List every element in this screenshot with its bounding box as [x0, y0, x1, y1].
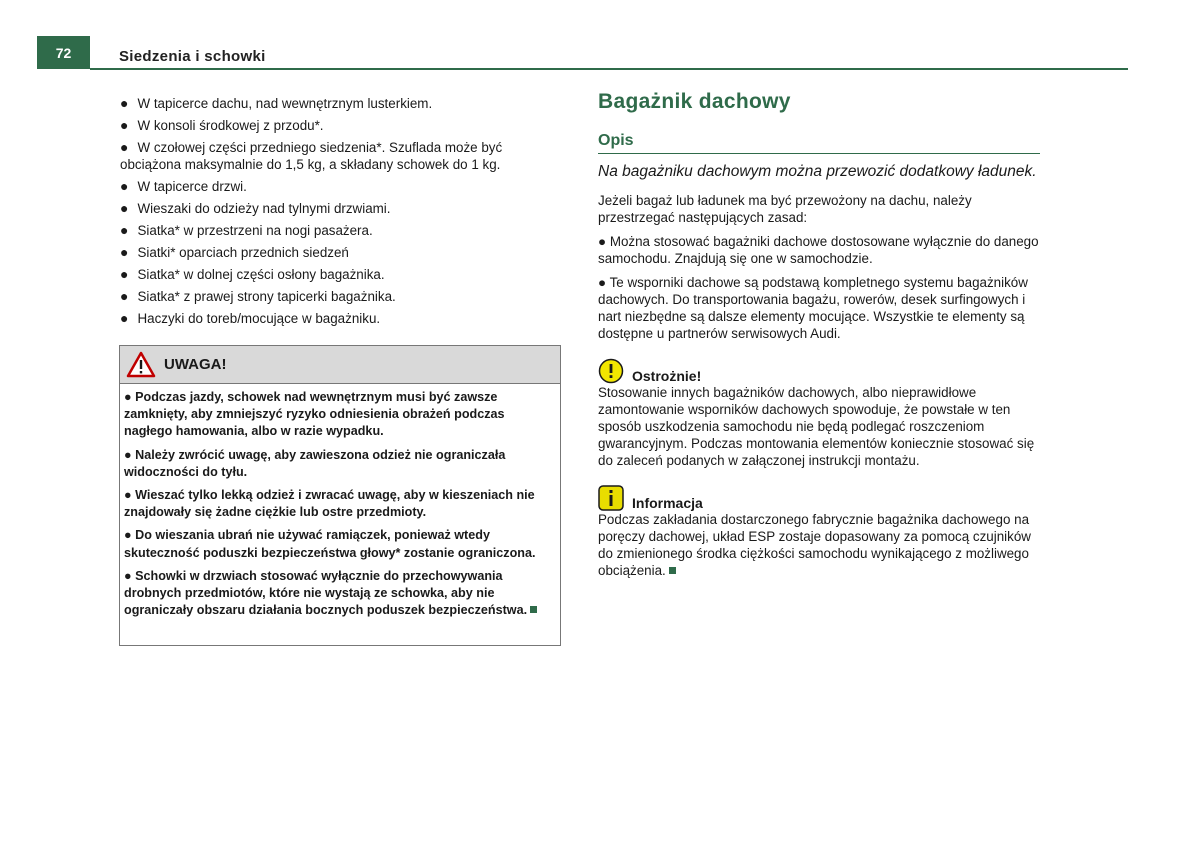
- caution-header: [598, 358, 1040, 384]
- list-item: ● W tapicerce dachu, nad wewnętrznym lusterkiem.: [120, 95, 433, 111]
- header-rule: [90, 68, 1128, 70]
- warning-header: [120, 346, 560, 384]
- page-number: 72: [37, 36, 90, 69]
- end-mark-icon: [669, 567, 676, 574]
- intro-text: Na bagażniku dachowym można przewozić dodatkowy ładunek.: [598, 163, 1037, 180]
- storage-list-column: [120, 95, 562, 332]
- subsection-rule: [598, 153, 1040, 154]
- info-header: [598, 485, 1040, 511]
- warning-item: ● Podczas jazdy, schowek nad wewnętrznym musi być zawsze zamknięty, aby zmniejszyć ryzyko odniesienia obrażeń podczas nagłego hamowania, albo w razie wypadku.: [124, 390, 505, 439]
- warning-box: [119, 345, 561, 646]
- caution-icon: [598, 358, 624, 384]
- warning-triangle-icon: [126, 351, 156, 378]
- warning-item: ● Należy zwrócić uwagę, aby zawieszona odzież nie ograniczała widoczności do tyłu.: [124, 447, 506, 479]
- list-item: ● Siatka* w dolnej części osłony bagażnika.: [120, 266, 385, 282]
- subsection-title: Opis: [598, 132, 634, 149]
- list-item: ● W tapicerce drzwi.: [120, 178, 247, 194]
- warning-item: ● Schowki w drzwiach stosować wyłącznie do przechowywania drobnych przedmiotów, które nie wystają ze schowka, aby nie ograniczały obszaru działania bocznych poduszek bezpieczeństwa.: [124, 568, 554, 620]
- warning-item: ● Do wieszania ubrań nie używać ramiączek, ponieważ wtedy skuteczność poduszki bezpieczeństwa głowy* zostanie ograniczona.: [124, 528, 536, 560]
- warning-title: UWAGA!: [164, 356, 227, 373]
- list-item: ● Siatka* z prawej strony tapicerki bagażnika.: [120, 288, 396, 304]
- paragraph: Jeżeli bagaż lub ładunek ma być przewożony na dachu, należy przestrzegać następujących zasad:: [598, 193, 972, 225]
- info-text: Podczas zakładania dostarczonego fabrycznie bagażnika dachowego na poręczy dachowej, układ ESP zostaje dopasowany za pomocą czujników do zmienionego środka ciężkości samochodu wynikającego z możliwego obciążenia.: [598, 512, 1031, 578]
- list-item: ● W konsoli środkowej z przodu*.: [120, 117, 324, 133]
- caution-text: Stosowanie innych bagażników dachowych, albo nieprawidłowe zamontowanie wsporników dachowych spowoduje, że powstałe w ten sposób uszkodzenia samochodu nie będą podlegać roszczeniom gwarancyjnym. Podczas montowania elementów koniecznie stosować się do zaleceń podanych w załączonej instrukcji montażu.: [598, 385, 1035, 468]
- end-mark-icon: [530, 606, 537, 613]
- info-icon: [598, 485, 624, 511]
- list-item: ● Siatki* oparciach przednich siedzeń: [120, 244, 349, 260]
- list-item: ● W czołowej części przedniego siedzenia*. Szuflada może być obciążona maksymalnie do 1,5 kg, a składany schowek do 1 kg.: [120, 139, 503, 172]
- section-title: Bagażnik dachowy: [598, 90, 791, 113]
- chapter-title: Siedzenia i schowki: [119, 48, 266, 65]
- list-item: ● Można stosować bagażniki dachowe dostosowane wyłącznie do danego samochodu. Znajdują się one w samochodzie.: [598, 234, 1039, 266]
- storage-locations-list: [120, 95, 562, 327]
- warning-body: [120, 384, 560, 619]
- list-item: ● Te wsporniki dachowe są podstawą kompletnego systemu bagażników dachowych. Do transportowania bagażu, rowerów, desek surfingowych i nart niezbędne są dalsze elementy mocujące. Wszystkie te elementy są dostępne u partnerów serwisowych Audi.: [598, 275, 1028, 341]
- roof-rack-section: [598, 90, 1040, 586]
- list-item: ● Wieszaki do odzieży nad tylnymi drzwiami.: [120, 200, 391, 216]
- list-item: ● Siatka* w przestrzeni na nogi pasażera.: [120, 222, 373, 238]
- list-item: ● Haczyki do toreb/mocujące w bagażniku.: [120, 310, 381, 326]
- info-title: Informacja: [632, 495, 703, 511]
- warning-item: ● Wieszać tylko lekką odzież i zwracać uwagę, aby w kieszeniach nie znajdowały się żadne ciężkie lub ostre przedmioty.: [124, 488, 535, 520]
- caution-title: Ostrożnie!: [632, 368, 702, 384]
